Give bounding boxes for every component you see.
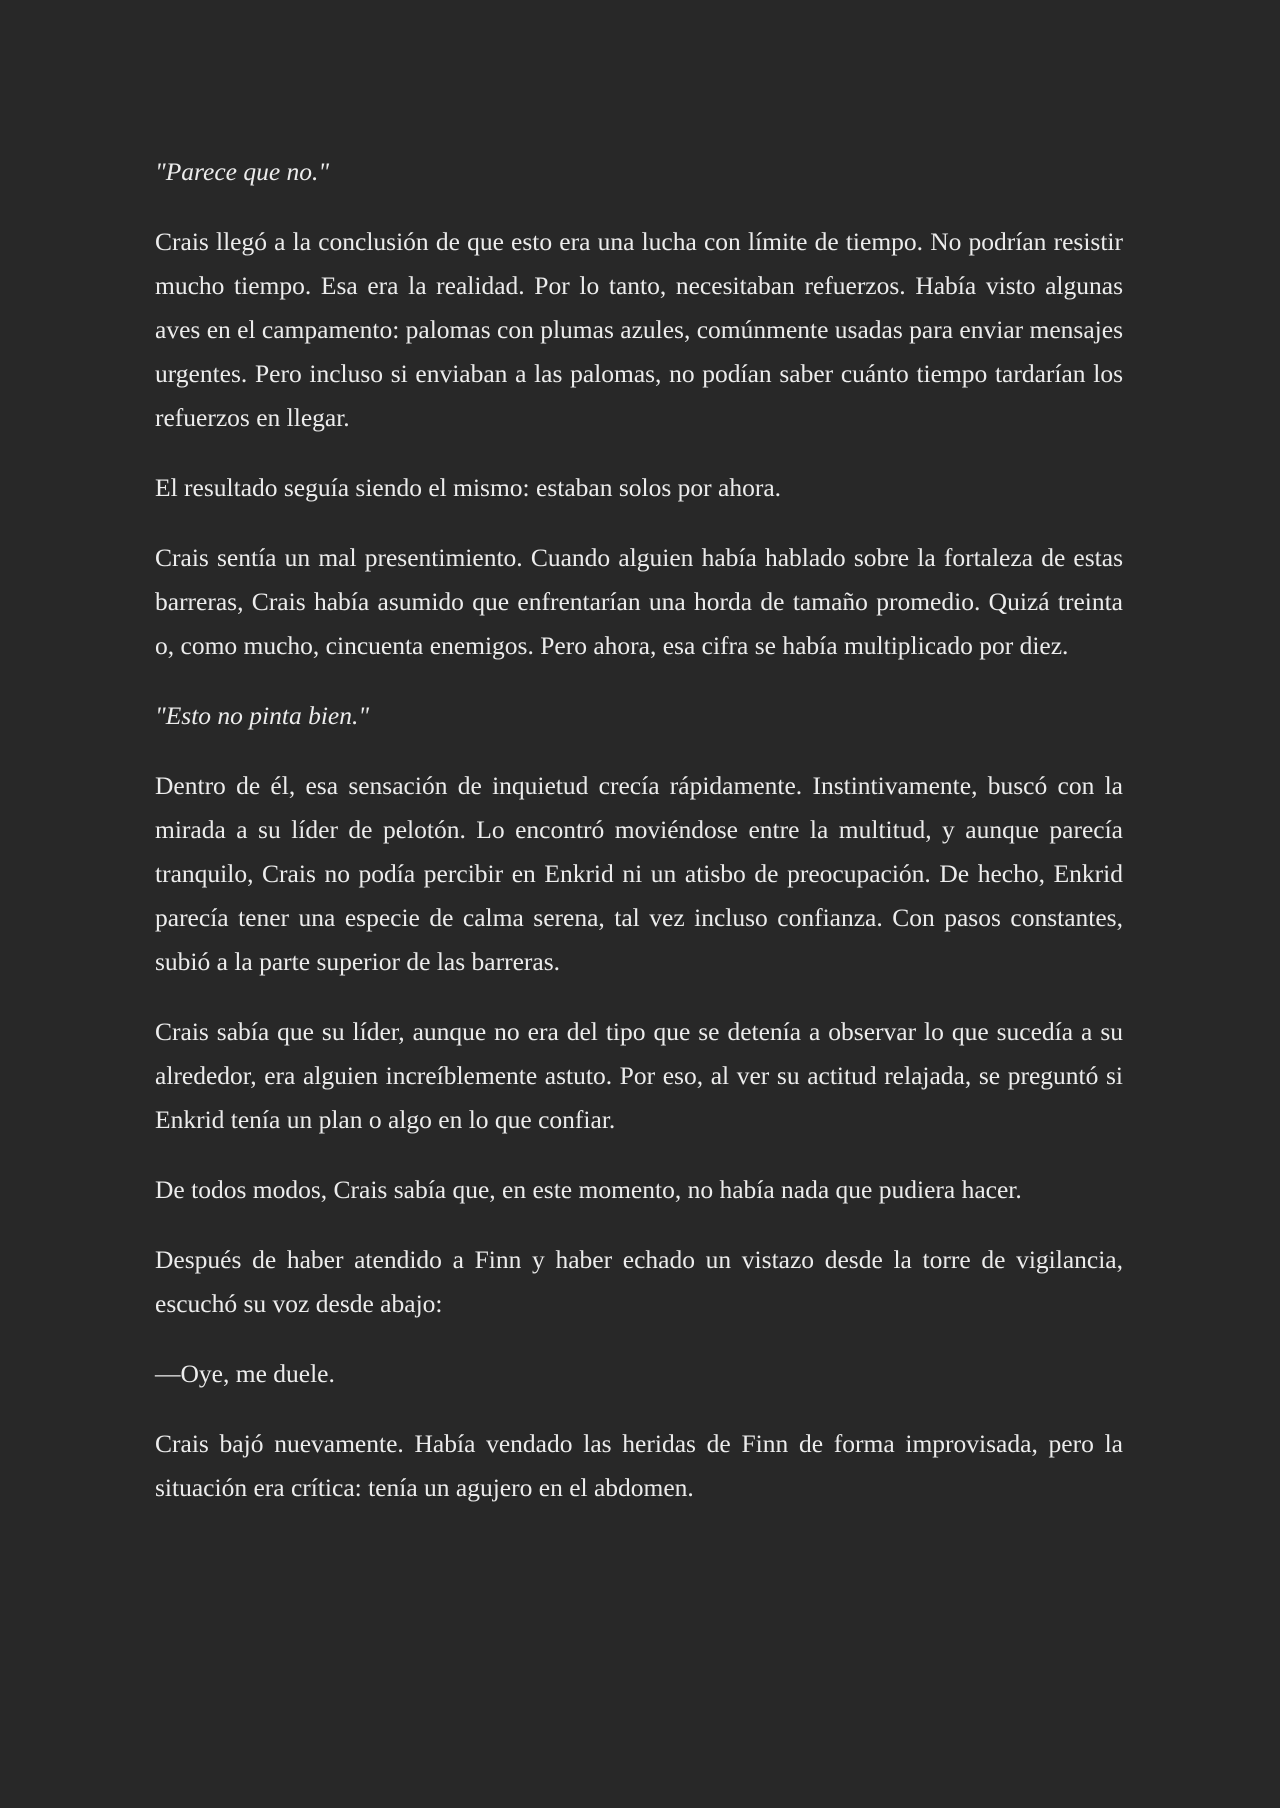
paragraph: Crais bajó nuevamente. Había vendado las heridas de Finn de forma improvisada, pero la situación era crítica: tenía un agujero en el abdomen. bbox=[155, 1429, 1123, 1502]
paragraph: De todos modos, Crais sabía que, en este momento, no había nada que pudiera hacer. bbox=[155, 1175, 1022, 1204]
paragraph: Dentro de él, esa sensación de inquietud crecía rápidamente. Instintivamente, buscó con la mirada a su líder de pelotón. Lo encontró moviéndose entre la multitud, y aunque parecía tranquilo, Crais no podía percibir en Enkrid ni un atisbo de preocupación. De hecho, Enkrid parecía tener una especie de calma serena, tal vez incluso confianza. Con pasos constantes, subió a la parte superior de las barreras. bbox=[155, 771, 1123, 976]
paragraph: El resultado seguía siendo el mismo: estaban solos por ahora. bbox=[155, 473, 782, 502]
paragraph: Crais sabía que su líder, aunque no era del tipo que se detenía a observar lo que sucedía a su alrededor, era alguien increíblemente astuto. Por eso, al ver su actitud relajada, se preguntó si Enkrid tenía un plan o algo en lo que confiar. bbox=[155, 1017, 1123, 1134]
dialogue-line: "Parece que no." bbox=[155, 157, 330, 186]
dialogue-line: —Oye, me duele. bbox=[155, 1359, 335, 1388]
paragraph: Después de haber atendido a Finn y haber echado un vistazo desde la torre de vigilancia, escuchó su voz desde abajo: bbox=[155, 1245, 1123, 1318]
paragraph: Crais sentía un mal presentimiento. Cuando alguien había hablado sobre la fortaleza de estas barreras, Crais había asumido que enfrentarían una horda de tamaño promedio. Quizá treinta o, como mucho, cincuenta enemigos. Pero ahora, esa cifra se había multiplicado por diez. bbox=[155, 543, 1123, 660]
document-page bbox=[155, 150, 1123, 1536]
dialogue-line: "Esto no pinta bien." bbox=[155, 701, 370, 730]
paragraph: Crais llegó a la conclusión de que esto era una lucha con límite de tiempo. No podrían resistir mucho tiempo. Esa era la realidad. Por lo tanto, necesitaban refuerzos. Había visto algunas aves en el campamento: palomas con plumas azules, comúnmente usadas para enviar mensajes urgentes. Pero incluso si enviaban a las palomas, no podían saber cuánto tiempo tardarían los refuerzos en llegar. bbox=[155, 227, 1123, 432]
